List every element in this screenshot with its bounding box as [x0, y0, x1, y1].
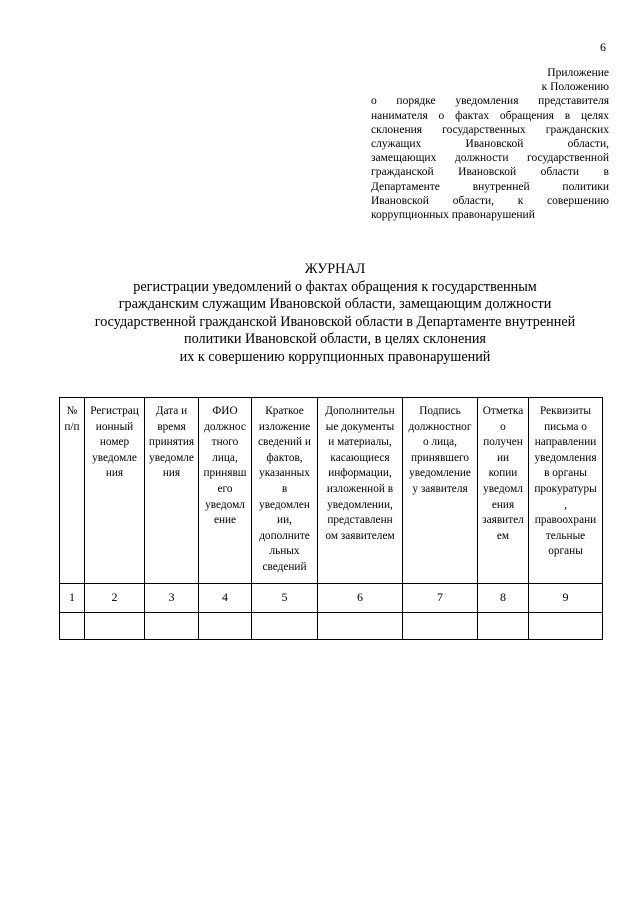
header-line: , [564, 498, 567, 511]
column-number: 2 [85, 584, 145, 613]
header-line: у заявителя [412, 482, 468, 495]
header-line: ом заявителем [325, 529, 395, 542]
header-line: уведомления [534, 451, 597, 464]
header-line: сведений и [258, 436, 311, 449]
header-line: уведомле [92, 451, 137, 464]
header-line: и материалы, [328, 436, 392, 449]
header-line: должностног [408, 420, 472, 433]
header-line: льных [269, 545, 300, 558]
header-line: ФИО [212, 405, 238, 417]
appendix-line: коррупционных правонарушений [371, 209, 535, 222]
header-line: Дата и [155, 405, 188, 417]
empty-cell [145, 613, 199, 640]
header-line: принявш [203, 467, 247, 480]
header-line: уведомлении, [327, 498, 393, 511]
empty-cell [529, 613, 603, 640]
header-cell [199, 398, 252, 584]
header-line: тельные [545, 529, 586, 542]
journal-table [59, 397, 603, 640]
header-cell [478, 398, 529, 584]
header-line: изложенной в [326, 482, 394, 495]
header-line: ния [105, 467, 124, 480]
header-line: Подпись [419, 405, 461, 417]
header-line: номер [99, 436, 130, 449]
column-number: 5 [252, 584, 318, 613]
journal-title [40, 261, 630, 367]
header-line: его [217, 482, 233, 495]
empty-cell [199, 613, 252, 640]
header-line: тного [211, 436, 239, 449]
header-line: дополните [259, 529, 310, 542]
journal-subtitle-line: политики Ивановской области, в целях склонения [184, 331, 486, 348]
header-line: ение [213, 514, 237, 527]
empty-cell [403, 613, 478, 640]
header-line: Дополнительн [325, 405, 395, 417]
header-cell [145, 398, 199, 584]
header-line: указанных [259, 467, 310, 480]
appendix-line: к Положению [541, 81, 609, 94]
column-number: 1 [60, 584, 85, 613]
header-cell [85, 398, 145, 584]
header-cell [318, 398, 403, 584]
header-line: получен [483, 436, 523, 449]
appendix-line: о порядке уведомления представителя [371, 95, 609, 108]
column-number: 6 [318, 584, 403, 613]
header-line: в органы [544, 467, 587, 480]
column-number: 3 [145, 584, 199, 613]
header-line: должнос [204, 420, 246, 433]
header-line: фактов, [266, 451, 303, 464]
header-line: о лица, [422, 436, 458, 449]
header-line: время [157, 420, 186, 433]
appendix-line: замещающих должности государственной [371, 152, 609, 165]
header-line: принятия [148, 436, 195, 449]
header-line: ии, [277, 514, 292, 527]
header-line: касающиеся [330, 451, 390, 464]
empty-cell [478, 613, 529, 640]
header-line: ые документы [325, 420, 395, 433]
header-line: уведомление [409, 467, 471, 480]
header-line: о [500, 420, 506, 433]
header-line: лица, [212, 451, 238, 464]
header-line: № [66, 405, 78, 417]
header-line: п/п [64, 420, 80, 433]
journal-subtitle-line: их к совершению коррупционных правонарушений [179, 348, 491, 365]
header-line: уведомлен [259, 498, 310, 511]
page-number: 6 [600, 40, 606, 54]
header-line: Регистрац [90, 405, 139, 417]
empty-cell [318, 613, 403, 640]
appendix-line: нанимателя о фактах обращения в целях [371, 109, 609, 122]
header-cell [60, 398, 85, 584]
header-line: прокуратуры [534, 482, 597, 495]
header-line: изложение [258, 420, 311, 433]
column-number: 9 [529, 584, 603, 613]
header-cell [252, 398, 318, 584]
header-cell [529, 398, 603, 584]
appendix-line: склонения государственных гражданских [371, 123, 609, 136]
header-cell [403, 398, 478, 584]
header-line: информации, [328, 467, 392, 480]
header-line: уведомле [149, 451, 194, 464]
header-line: копии [488, 467, 518, 480]
header-line: направлении [534, 436, 597, 449]
table-row [60, 613, 603, 640]
header-line: органы [548, 545, 583, 558]
header-line: в [281, 482, 288, 495]
empty-cell [252, 613, 318, 640]
header-line: Краткое [265, 405, 304, 417]
appendix-line: служащих Ивановской области, [371, 138, 609, 151]
header-line: ния [162, 467, 181, 480]
appendix-line: гражданской Ивановской области в [371, 166, 609, 179]
header-line: Отметка [482, 405, 524, 417]
header-line: ем [496, 529, 510, 542]
header-line: письма о [544, 420, 587, 433]
header-line: ения [491, 498, 515, 511]
empty-cell [60, 613, 85, 640]
header-line: Реквизиты [539, 405, 592, 417]
appendix-line: Департаменте внутренней политики [371, 180, 609, 193]
column-number: 8 [478, 584, 529, 613]
header-line: уведомл [483, 482, 523, 495]
header-line: ионный [95, 420, 134, 433]
header-line: уведомл [205, 498, 245, 511]
journal-heading: ЖУРНАЛ [304, 261, 366, 277]
header-line: правоохрани [534, 514, 597, 527]
empty-cell [85, 613, 145, 640]
header-line: представленн [327, 514, 393, 527]
header-line: принявшего [410, 451, 470, 464]
appendix-note [371, 66, 609, 222]
journal-subtitle-line: государственной гражданской Ивановской области в Департаменте внутренней [94, 313, 576, 330]
column-number: 7 [403, 584, 478, 613]
journal-subtitle-line: регистрации уведомлений о фактах обращения к государственным [133, 278, 537, 295]
appendix-line: Ивановской области, к совершению [371, 194, 609, 207]
journal-subtitle-line: гражданским служащим Ивановской области, замещающим должности [118, 296, 552, 313]
header-line: сведений [262, 560, 307, 573]
column-number: 4 [199, 584, 252, 613]
header-line: заявител [482, 514, 524, 527]
header-line: ии [496, 451, 510, 464]
appendix-line: Приложение [547, 67, 609, 79]
column-number-row [60, 584, 603, 613]
table-header-row [60, 398, 603, 584]
